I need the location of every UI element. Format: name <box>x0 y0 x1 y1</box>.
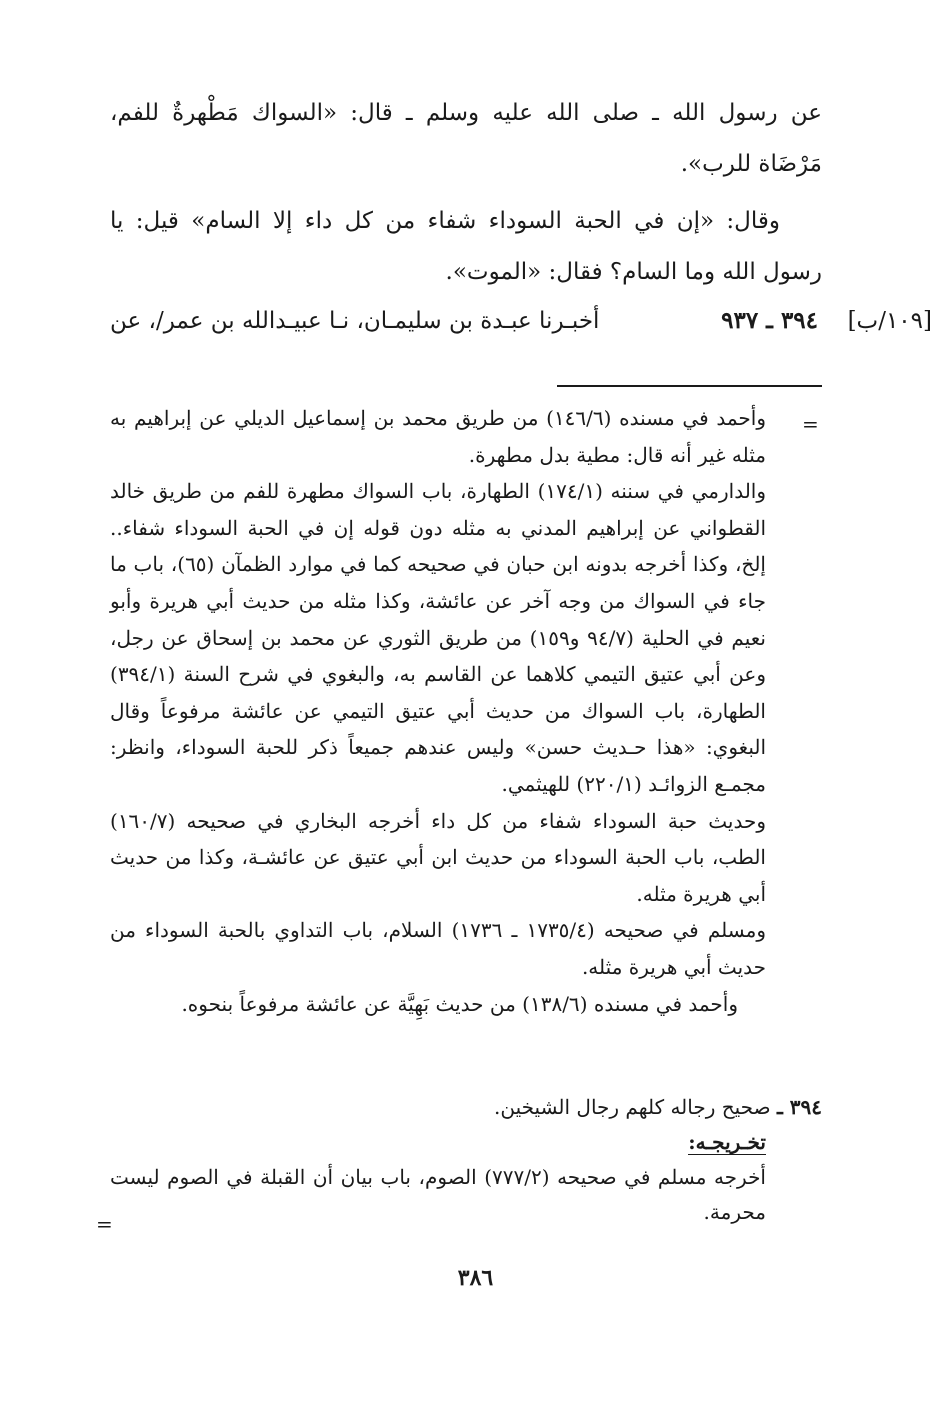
takhrij-text: أخرجه مسلم في صحيحه (٧٧٧/٢) الصوم، باب بيان أن القبلة في الصوم ليست محرمة. <box>110 1165 766 1224</box>
footnote-394-grade: صحيح رجاله كلهم رجال الشيخين. <box>494 1095 771 1119</box>
main-paragraph-1: عن رسول الله ـ صلى الله عليه وسلم ـ قال: «السواك مَطْهرةٌ للفم، مَرْضَاة للرب». <box>110 100 822 177</box>
hadith-text: أخبـرنا عبـدة بن سليمـان، نـا عبيـدالله بن عمر/، عن <box>110 308 600 334</box>
footnote-block-4: ومسلم في صحيحه (١٧٣٥/٤ ـ ١٧٣٦) السلام، باب التداوي بالحبة السوداء من حديث أبي هريرة مثله. <box>110 918 767 979</box>
footnote-separator <box>557 385 822 387</box>
main-text <box>110 88 822 298</box>
footnote-block-5: وأحمد في مسنده (١٣٨/٦) من حديث بَهِيَّة عن عائشة مرفوعاً بنحوه. <box>181 991 738 1016</box>
continuation-mark-bottom: = <box>96 1212 113 1236</box>
footnote-394-grade-line <box>110 1090 822 1125</box>
footnote-block-2: والدارمي في سننه (١٧٤/١) الطهارة، باب السواك مطهرة للفم من طريق خالد القطواني عن إبراهيم المدني به مثله دون قوله إن في الحبة السوداء شفاء.. إلخ، وكذا أخرجه بدونه ابن حبان في صحيحه كما في موارد الظمآن (٦٥)، باب ما جاء في السواك من وجه آخر عن عائشة، وكذا مثله من حديث أبي هريرة وأبو نعيم في الحلية (٩٤/٧ و١٥٩) من طريق الثوري عن محمد بن إسحاق عن رجل، وعن أبي عتيق التيمي كلاهما عن القاسم به، والبغوي في شرح السنة (٣٩٤/١) الطهارة، باب السواك من حديث أبي عتيق التيمي عن عائشة مرفوعاً وقال البغوي: «هذا حـديث حسن» وليس عندهم جميعاً ذكر للحبة السوداء، وانظر: مجمـع الزوائـد (٢٢٠/١) للهيثمي. <box>110 479 767 796</box>
footnote-block-3: وحديث حبة السوداء شفاء من كل داء أخرجه البخاري في صحيحه (١٦٠/٧) الطب، باب الحبة السوداء من حديث ابن أبي عتيق عن عائشـة، وكذا من حديث أبي هريرة مثله. <box>110 808 766 906</box>
footnote-block-1: وأحمد في مسنده (١٤٦/٦) من طريق محمد بن إسماعيل الديلي عن إبراهيم به مثله غير أنه قال: مطية بدل مطهرة. <box>110 406 766 467</box>
takhrij-heading-text: تخـريجـه: <box>688 1130 766 1154</box>
hadith-line <box>110 296 932 346</box>
manuscript-reference: [١٠٩/ب] <box>847 308 932 334</box>
footnote-394 <box>110 1090 822 1230</box>
page-number: ٣٨٦ <box>457 1265 494 1291</box>
footnotes <box>110 400 766 1022</box>
continuation-mark-top: = <box>802 412 819 436</box>
footnote-394-number: ٣٩٤ ـ <box>776 1095 822 1119</box>
main-paragraph-2: وقال: «إن في الحبة السوداء شفاء من كل داء إلا السام» قيل: يا رسول الله وما السام؟ فقال: «الموت». <box>110 208 822 285</box>
takhrij-heading <box>110 1125 822 1160</box>
hadith-numbers: ٣٩٤ ـ ٩٣٧ <box>721 307 818 334</box>
